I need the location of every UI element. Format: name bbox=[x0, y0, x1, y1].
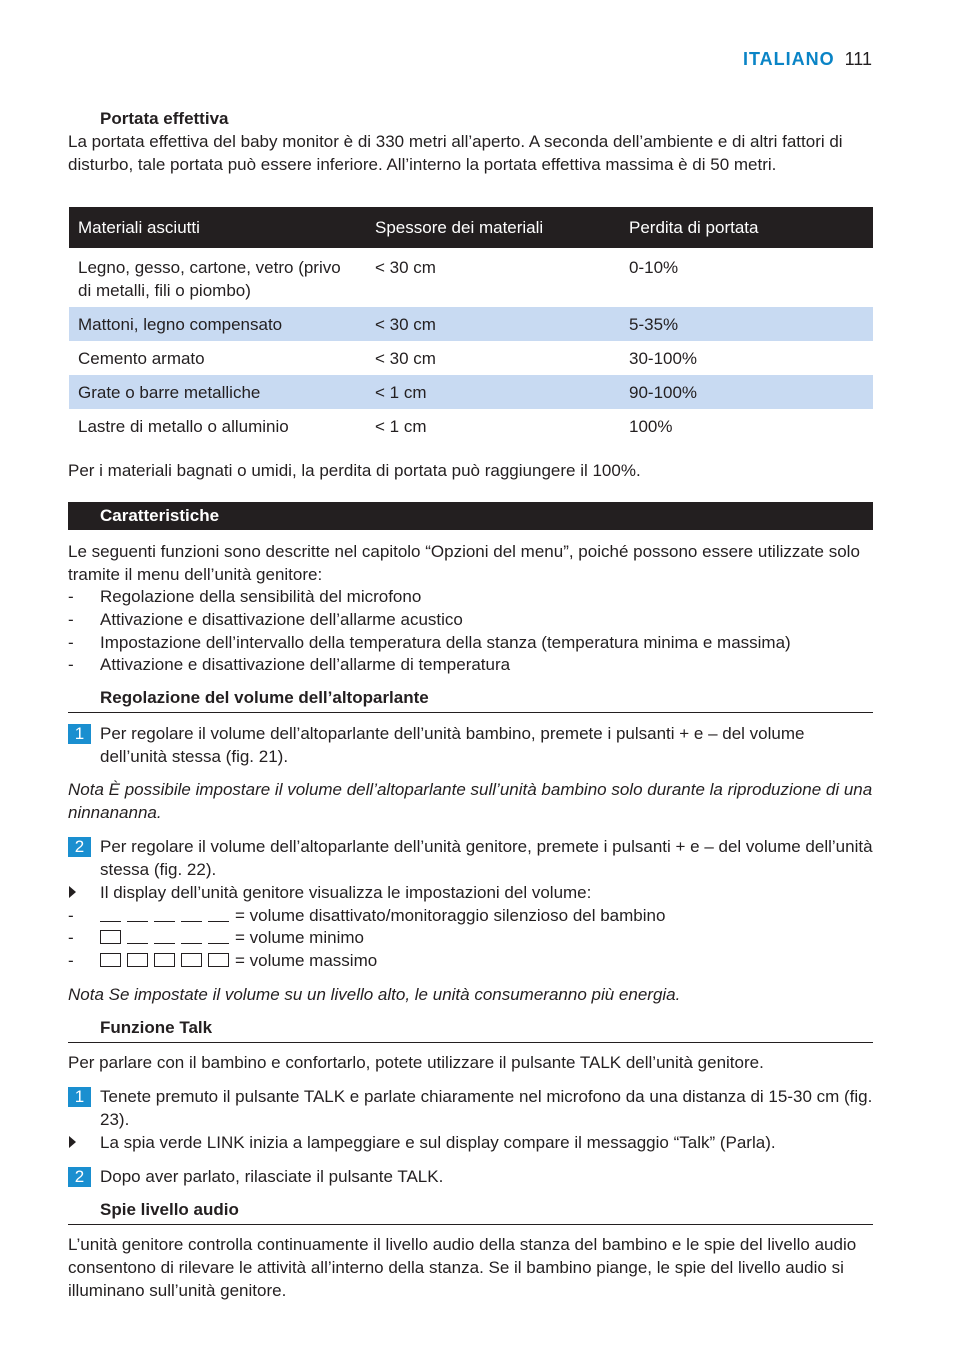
note-volume-bambino: Nota È possibile impostare il volume dell’altoparlante sull’unità bambino solo durante la riproduzione di una ninnananna. bbox=[68, 780, 873, 822]
volume-segment-icon bbox=[127, 953, 148, 967]
table-cell: 5-35% bbox=[620, 307, 873, 341]
section-title-volume: Regolazione del volume dell’altoparlante bbox=[100, 688, 429, 707]
result-item bbox=[68, 1131, 873, 1154]
result-item bbox=[68, 881, 873, 904]
page-header bbox=[743, 48, 872, 71]
volume-level-item: - = volume massimo bbox=[68, 951, 378, 970]
table-row bbox=[69, 409, 873, 444]
step-item bbox=[68, 1165, 873, 1188]
table-row bbox=[69, 248, 873, 307]
result-text: Il display dell’unità genitore visualizza le impostazioni del volume: bbox=[100, 883, 592, 902]
portata-paragraph: La portata effettiva del baby monitor è di 330 metri all’aperto. A seconda dell’ambiente e di altri fattori di disturbo, tale portata può essere inferiore. All’interno la portata effettiva massima è di 50 metri. bbox=[68, 132, 843, 174]
list-item: - Attivazione e disattivazione dell’allarme di temperatura bbox=[68, 655, 511, 674]
table-cell: < 30 cm bbox=[366, 307, 620, 341]
section-header-audio bbox=[68, 1198, 873, 1225]
volume-level-text: = volume massimo bbox=[235, 951, 378, 970]
table-cell: 100% bbox=[629, 417, 673, 436]
table-cell: < 1 cm bbox=[375, 417, 427, 436]
step-item bbox=[68, 835, 873, 881]
volume-segment-icon bbox=[127, 908, 148, 922]
volume-level-item: - = volume disattivato/monitoraggio silenzioso del bambino bbox=[68, 906, 666, 925]
table-cell: < 30 cm bbox=[375, 258, 436, 277]
table-cell: 90-100% bbox=[620, 375, 873, 409]
step-number: 2 bbox=[68, 1167, 91, 1187]
table-cell: 0-10% bbox=[629, 258, 679, 277]
talk-intro: Per parlare con il bambino e confortarlo, potete utilizzare il pulsante TALK dell’unità genitore. bbox=[68, 1053, 764, 1072]
table-header: Perdita di portata bbox=[620, 207, 873, 248]
table-cell: < 30 cm bbox=[375, 349, 436, 368]
step-text: Per regolare il volume dell’altoparlante dell’unità genitore, premete i pulsanti + e – del volume dell’unità stessa (fig. 22). bbox=[100, 837, 873, 879]
section-title-portata: Portata effettiva bbox=[100, 109, 229, 128]
volume-segment-icon bbox=[100, 930, 121, 944]
result-text: La spia verde LINK inizia a lampeggiare e sul display compare il messaggio “Talk” (Parla). bbox=[100, 1133, 776, 1152]
section-title-caratteristiche: Caratteristiche bbox=[100, 506, 220, 525]
table-cell: Legno, gesso, cartone, vetro (privo di metalli, fili o piombo) bbox=[78, 258, 341, 300]
section-title-audio: Spie livello audio bbox=[100, 1200, 239, 1219]
volume-segment-icon bbox=[154, 930, 175, 944]
list-item: - Regolazione della sensibilità del microfono bbox=[68, 587, 422, 606]
volume-segment-icon bbox=[208, 953, 229, 967]
volume-segment-icon bbox=[154, 953, 175, 967]
step-number: 1 bbox=[68, 1087, 91, 1107]
volume-segment-icon bbox=[181, 908, 202, 922]
step-item bbox=[68, 722, 873, 768]
volume-segment-icon bbox=[154, 908, 175, 922]
audio-paragraph: L’unità genitore controlla continuamente il livello audio della stanza del bambino e le spie del livello audio consentono di rilevare le attività all’interno della stanza. Se il bambino piange, le spie del livello audio si illuminano sull’unità genitore. bbox=[68, 1235, 857, 1300]
table-row bbox=[69, 375, 873, 409]
list-item: - Attivazione e disattivazione dell’allarme acustico bbox=[68, 610, 463, 629]
volume-segment-icon bbox=[181, 930, 202, 944]
section-header-talk bbox=[68, 1016, 873, 1043]
section-title-talk: Funzione Talk bbox=[100, 1018, 213, 1037]
table-cell: Cemento armato bbox=[78, 349, 205, 368]
volume-level-text: = volume disattivato/monitoraggio silenzioso del bambino bbox=[235, 906, 666, 925]
step-number: 1 bbox=[68, 724, 91, 744]
note-volume-energia: Nota Se impostate il volume su un livello alto, le unità consumeranno più energia. bbox=[68, 985, 681, 1004]
table-note: Per i materiali bagnati o umidi, la perdita di portata può raggiungere il 100%. bbox=[68, 461, 641, 480]
page-number: 111 bbox=[844, 49, 872, 69]
range-table bbox=[69, 207, 873, 444]
step-text: Per regolare il volume dell’altoparlante dell’unità bambino, premete i pulsanti + e – del volume dell’unità stessa (fig. 21). bbox=[100, 724, 805, 766]
table-header: Materiali asciutti bbox=[69, 207, 366, 248]
table-header-row bbox=[69, 207, 873, 248]
table-cell: Grate o barre metalliche bbox=[69, 375, 366, 409]
step-item bbox=[68, 1085, 873, 1131]
table-header: Spessore dei materiali bbox=[366, 207, 620, 248]
step-text: Tenete premuto il pulsante TALK e parlate chiaramente nel microfono da una distanza di 15-30 cm (fig. 23). bbox=[100, 1087, 873, 1129]
volume-segment-icon bbox=[208, 908, 229, 922]
volume-level-item: - = volume minimo bbox=[68, 928, 364, 947]
table-row bbox=[69, 341, 873, 375]
volume-segment-icon bbox=[127, 930, 148, 944]
volume-level-text: = volume minimo bbox=[235, 928, 364, 947]
list-item: - Impostazione dell’intervallo della temperatura della stanza (temperatura minima e massima) bbox=[68, 633, 791, 652]
volume-segment-icon bbox=[181, 953, 202, 967]
volume-segment-icon bbox=[100, 953, 121, 967]
table-row bbox=[69, 307, 873, 341]
language-label: ITALIANO bbox=[742, 49, 835, 69]
section-bar-caratteristiche bbox=[68, 502, 873, 530]
step-text: Dopo aver parlato, rilasciate il pulsante TALK. bbox=[100, 1167, 444, 1186]
table-cell: < 1 cm bbox=[366, 375, 620, 409]
caratteristiche-intro: Le seguenti funzioni sono descritte nel capitolo “Opzioni del menu”, poiché possono essere utilizzate solo tramite il menu dell’unità genitore: bbox=[68, 542, 860, 584]
table-cell: Lastre di metallo o alluminio bbox=[78, 417, 289, 436]
table-cell: Mattoni, legno compensato bbox=[69, 307, 366, 341]
volume-segment-icon bbox=[100, 908, 121, 922]
result-arrow-icon bbox=[69, 1136, 76, 1148]
section-header-volume bbox=[68, 686, 873, 713]
volume-segment-icon bbox=[208, 930, 229, 944]
table-cell: 30-100% bbox=[629, 349, 698, 368]
result-arrow-icon bbox=[69, 886, 76, 898]
step-number: 2 bbox=[68, 837, 91, 857]
